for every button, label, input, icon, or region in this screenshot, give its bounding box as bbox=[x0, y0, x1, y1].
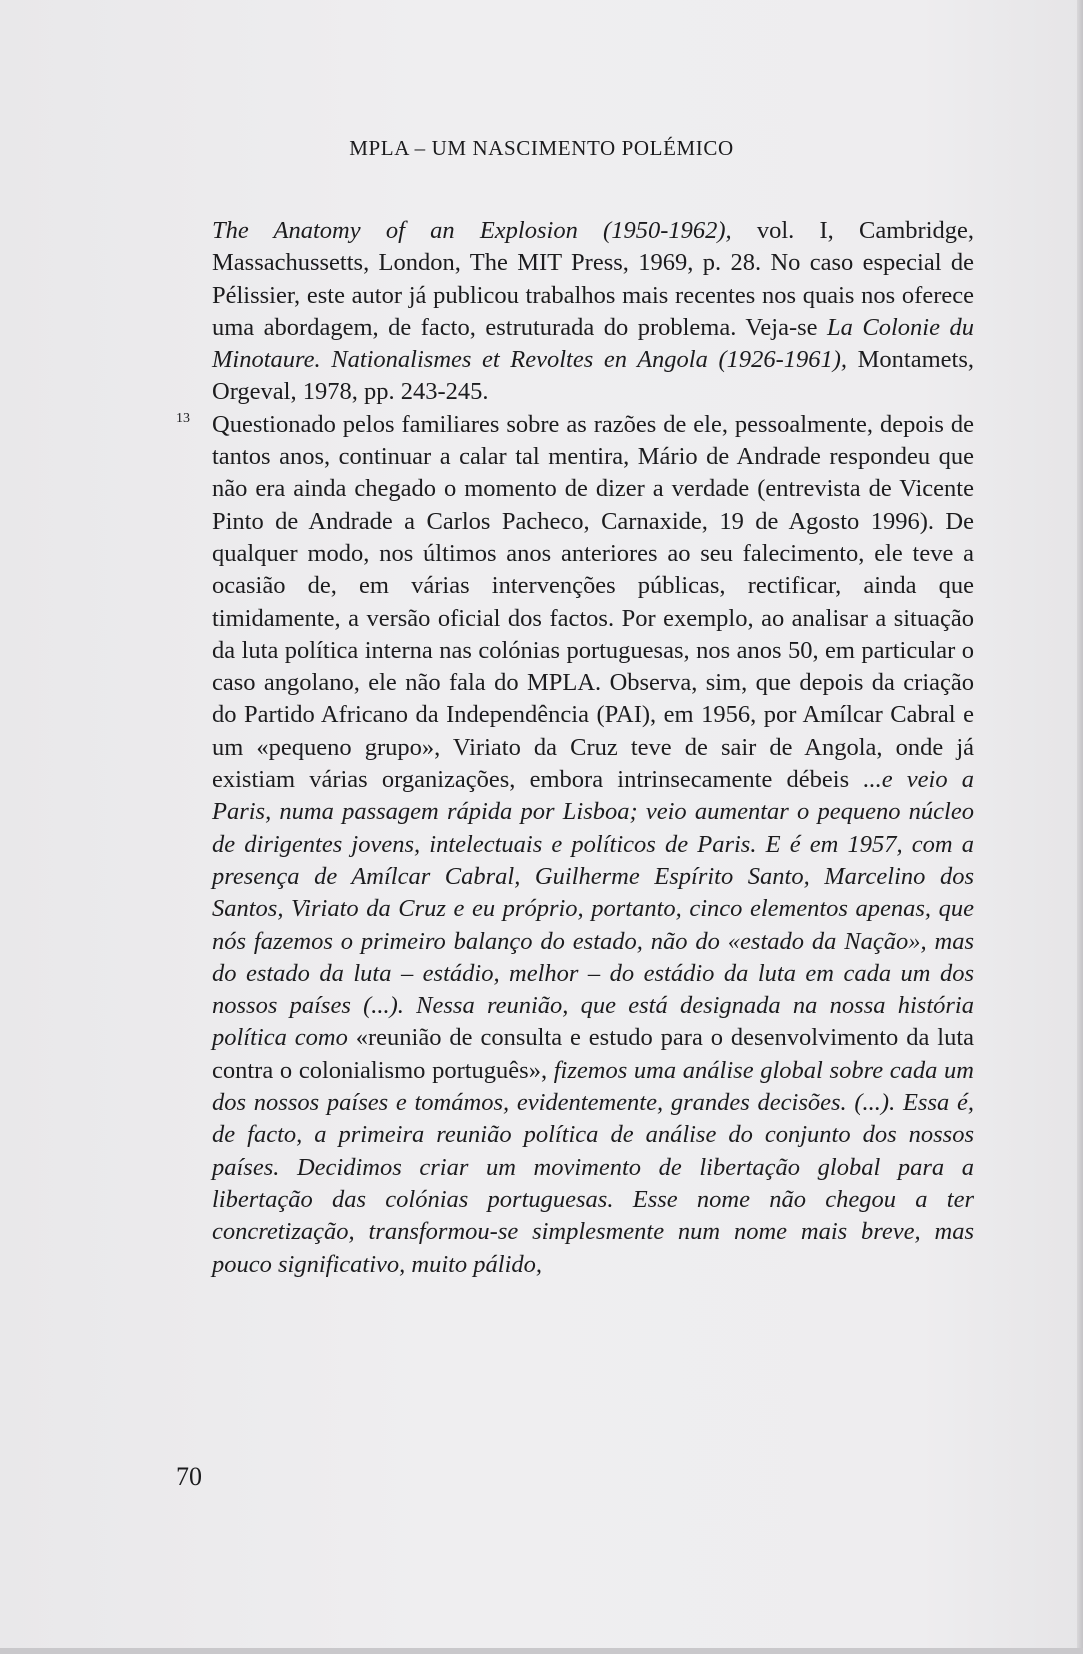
running-head: MPLA – UM NASCIMENTO POLÉMICO bbox=[349, 136, 734, 160]
footnote-13-quote: ...e veio a Paris, numa passagem rápida por Lisboa; veio aumentar o pequeno núcleo de dirigentes jovens, intelectuais e políticos de Paris. E é em 1957, com a presença de Amílcar Cabral, Guilherme Espírito Santo, Marcelino dos Santos, Viriato da Cruz e eu próprio, portanto, cinco elementos apenas, que nós fazemos o primeiro balanço do estado, não do «estado da Nação», mas do estado da luta – estádio, melhor – do estádio da luta em cada um dos nossos países (...). Nessa reunião, que está designada na nossa história política como bbox=[212, 766, 974, 1052]
footnote-12-text-2: Montamets, Orgeval, 1978, pp. 243-245. bbox=[212, 346, 974, 406]
footnote-12-continuation bbox=[212, 215, 974, 409]
footnote-12-title: The Anatomy of an Explosion (1950-1962), bbox=[212, 217, 732, 244]
page-right-edge bbox=[1077, 0, 1083, 1654]
footnote-13-text: Questionado pelos familiares sobre as razões de ele, pessoalmente, depois de tantos anos, continuar a calar tal mentira, Mário de Andrade respondeu que não era ainda chegado o momento de dizer a verdade (entrevista de Vicente Pinto de Andrade a Carlos Pacheco, Carnaxide, 19 de Agosto 1996). De qualquer modo, nos últimos anos anteriores ao seu falecimento, ele teve a ocasião de, em várias intervenções públicas, rectificar, ainda que timidamente, a versão oficial dos factos. Por exemplo, ao analisar a situação da luta política interna nas colónias portuguesas, nos anos 50, em particular o caso angolano, ele não fala do MPLA. Observa, sim, que depois da criação do Partido Africano da Independência (PAI), em 1956, por Amílcar Cabral e um «pequeno grupo», Viriato da Cruz teve de sair de Angola, onde já existiam várias organizações, embora intrinsecamente débeis bbox=[212, 410, 974, 794]
footnote-13-number: 13 bbox=[176, 410, 190, 426]
footnotes-body bbox=[176, 215, 975, 1281]
footnote-13-text-2: «reunião de consulta e estudo para o desenvolvimento da luta contra o colonialismo português», bbox=[212, 1024, 975, 1084]
footnote-13-quote-2: fizemos uma análise global sobre cada um dos nossos países e tomámos, evidentemente, grandes decisões. (...). Essa é, de facto, a primeira reunião política de análise do conjunto dos nossos países. Decidimos criar um movimento de libertação global para a libertação das colónias portuguesas. Esse nome não chegou a ter concretização, transformou-se simplesmente num nome mais breve, mas pouco significativo, muito pálido, bbox=[212, 1056, 974, 1278]
footnote-12-text: vol. I, Cambridge, Massachussetts, London, The MIT Press, 1969, p. 28. No caso especial de Pélissier, este autor já publicou trabalhos mais recentes nos quais nos oferece uma abordagem, de facto, estruturada do problema. Veja-se bbox=[212, 217, 974, 341]
page-number: 70 bbox=[176, 1462, 202, 1491]
footnote-13 bbox=[176, 409, 975, 1281]
page-bottom-edge bbox=[0, 1648, 1083, 1654]
footnote-12-title-2: La Colonie du Minotaure. Nationalismes et Revoltes en Angola (1926-1961), bbox=[212, 313, 974, 374]
